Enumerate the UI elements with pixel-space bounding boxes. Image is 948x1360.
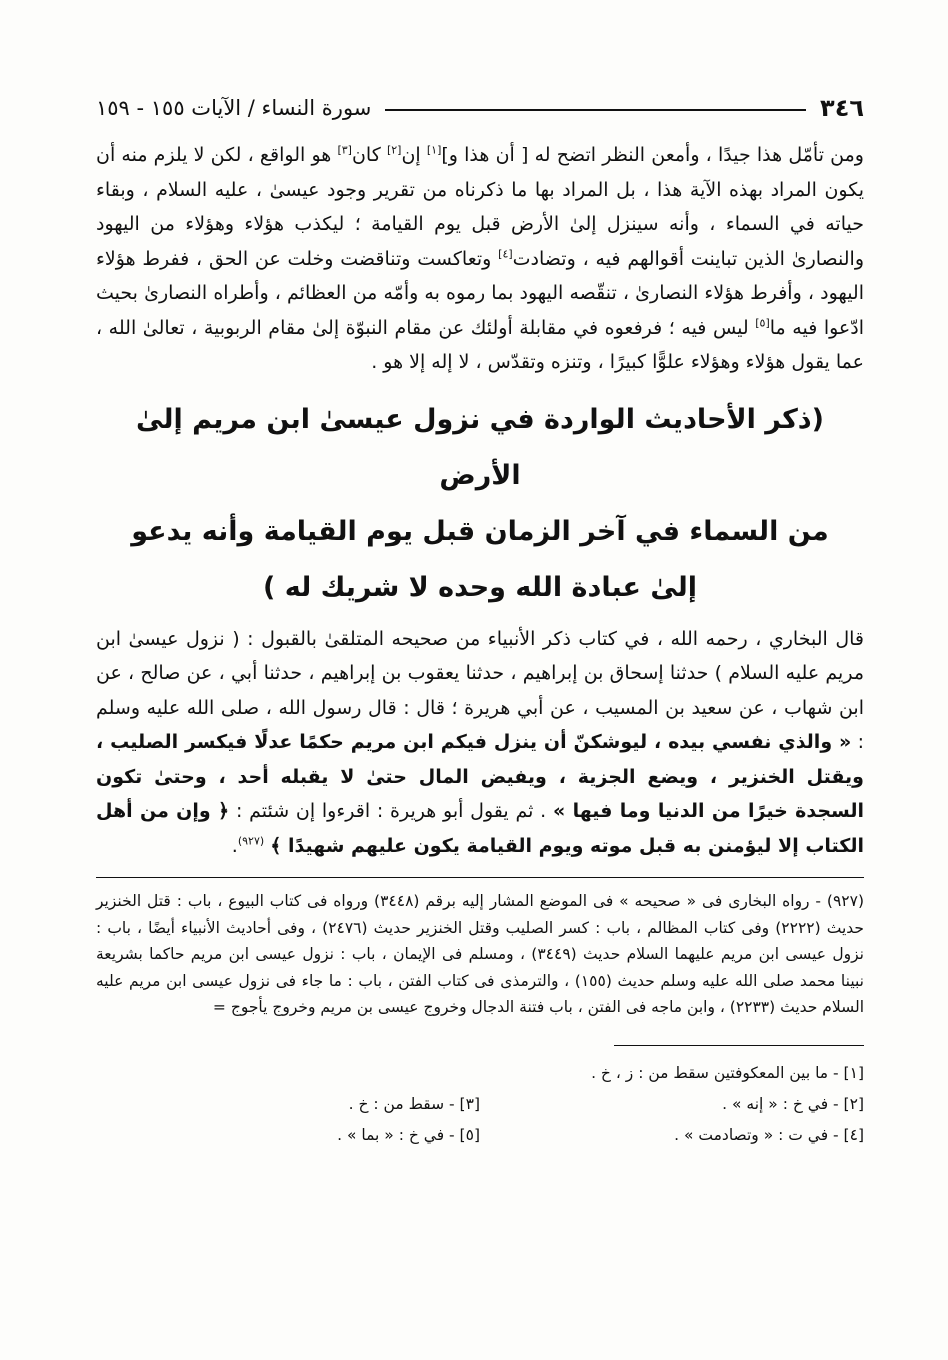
hadith-quote: « والذي نفسي بيده ، ليوشكنّ أن ينزل فيكم ابن مريم حكمًا عدلًا فيكسر الصليب ، ويقتل الخنزير ، ويضع الجزية ، ويفيض المال حتىٰ لا يقبله أحد ، وحتىٰ تكون السجدة خيرًا من الدنيا وما فيها » bbox=[96, 731, 864, 822]
footnote-ref[interactable]: [٥] bbox=[755, 316, 770, 330]
heading-line: (ذكر الأحاديث الواردة في نزول عيسىٰ ابن مريم إلىٰ الأرض bbox=[136, 403, 824, 491]
header-rule bbox=[385, 109, 806, 111]
heading-line: من السماء في آخر الزمان قبل يوم القيامة وأنه يدعو bbox=[131, 515, 829, 547]
text-segment: كان bbox=[351, 144, 387, 166]
note-1: [١] - ما بين المعكوفتين سقط من : ز ، خ . bbox=[591, 1063, 864, 1082]
text-segment: ومن تأمّل هذا جيدًا ، وأمعن النظر اتضح له [ أن هذا و] bbox=[441, 144, 864, 166]
note-row bbox=[96, 1120, 864, 1151]
hadith-paragraph bbox=[96, 622, 864, 864]
text-segment: وتعاكست وتناقضت وخلت عن الحق ، ففرط هؤلاء اليهود ، وأفرط هؤلاء النصارىٰ ، تنقّصه اليهود بما رموه به وأمّه من العظائم ، وأطراه النصارىٰ بحيث ادّعوا فيه ما bbox=[96, 247, 865, 339]
commentary-paragraph bbox=[96, 138, 864, 380]
running-header bbox=[96, 88, 864, 128]
footnote-ref[interactable]: [٢] bbox=[386, 143, 402, 157]
text-segment: قال البخاري ، رحمه الله ، في كتاب ذكر الأنبياء من صحيحه المتلقىٰ بالقبول : ( نزول عيسىٰ ابن مريم عليه السلام ) حدثنا إسحاق بن إبراهيم ، حدثنا يعقوب بن إبراهيم ، حدثنا أبي ، عن صالح ، عن ابن شهاب ، عن سعيد بن المسيب ، عن أبي هريرة ؛ قال : قال رسول الله ، صلى الله عليه وسلم : bbox=[96, 627, 864, 753]
footnote-927: (٩٢٧) - رواه البخارى فى « صحيحه » فى الموضع المشار إليه برقم (٣٤٤٨) ورواه فى كتاب البيوع ، باب : قتل الخنزير حديث (٢٢٢٢) وفى كتاب المظالم ، باب : كسر الصليب وقتل الخنزير حديث (٢٤٧٦) ، وفى أحاديث الأنبياء أيضًا ، باب : نزول عيسى ابن مريم عليهما السلام حديث (٣٤٤٩) ، ومسلم فى الإيمان ، باب : نزول عيسى ابن مريم حاكما بشريعة نبينا محمد صلى الله عليه وسلم حديث (١٥٥) ، والترمذى فى كتاب الفتن ، باب : ما جاء فى نزول عيسى ابن مريم عليه السلام حديث (٢٢٣٣) ، وابن ماجه فى الفتن ، باب فتنة الدجال وخروج عيسى بن مريم وخروج يأجوج = bbox=[96, 892, 865, 1016]
heading-line: إلىٰ عبادة الله وحده لا شريك له ) bbox=[262, 571, 698, 603]
footnote-ref[interactable]: (٩٢٧) bbox=[237, 834, 265, 848]
note-3: [٣] - سقط من : خ . bbox=[348, 1094, 480, 1113]
note-2: [٢] - في خ : « إنه » . bbox=[722, 1094, 864, 1113]
notes-separator bbox=[614, 1045, 864, 1046]
text-segment: ليس فيه ؛ فرفعوه في مقابلة أولئك عن مقام النبوّة إلىٰ مقام الربوبية ، تعالىٰ الله ، عما يقول هؤلاء وهؤلاء علوًّا كبيرًا ، وتنزه وتقدّس ، لا إله إلا هو . bbox=[96, 316, 864, 373]
page-number: ٣٤٦ bbox=[820, 94, 864, 122]
note-row bbox=[96, 1089, 864, 1120]
manuscript-notes bbox=[96, 1058, 864, 1151]
note-row bbox=[96, 1058, 864, 1089]
footnote-ref[interactable]: [٤] bbox=[498, 247, 513, 261]
note-5: [٥] - في خ : « بما » . bbox=[337, 1125, 480, 1144]
surah-reference: سورة النساء / الآيات ١٥٥ - ١٥٩ bbox=[96, 96, 372, 120]
footnote-ref[interactable]: [٣] bbox=[337, 143, 352, 157]
text-segment: . bbox=[231, 834, 238, 857]
quran-verse: ﴿ وإن من أهل الكتاب إلا ليؤمنن به قبل موته ويوم القيامة يكون عليهم شهيدًا ﴾ bbox=[96, 800, 864, 857]
section-heading bbox=[96, 392, 864, 616]
text-segment: إن bbox=[401, 144, 427, 166]
footnote-ref[interactable]: [١] bbox=[426, 143, 442, 157]
note-4: [٤] - في ت : « وتصادمت » . bbox=[674, 1125, 864, 1144]
text-segment: . ثم يقول أبو هريرة : اقرءوا إن شئتم : bbox=[229, 800, 553, 822]
footnote-separator bbox=[96, 877, 864, 878]
text-segment: هو الواقع ، لكن لا يلزم منه أن يكون المراد بهذه الآية هذا ، بل المراد بها ما ذكرناه من تقرير وجود عيسىٰ ، عليه السلام ، وبقاء حياته في السماء ، وأنه سينزل إلىٰ الأرض قبل يوم القيامة ؛ ليكذب هؤلاء وهؤلاء من اليهود والنصارىٰ الذين تباينت أقوالهم فيه ، وتضادت bbox=[96, 144, 865, 270]
